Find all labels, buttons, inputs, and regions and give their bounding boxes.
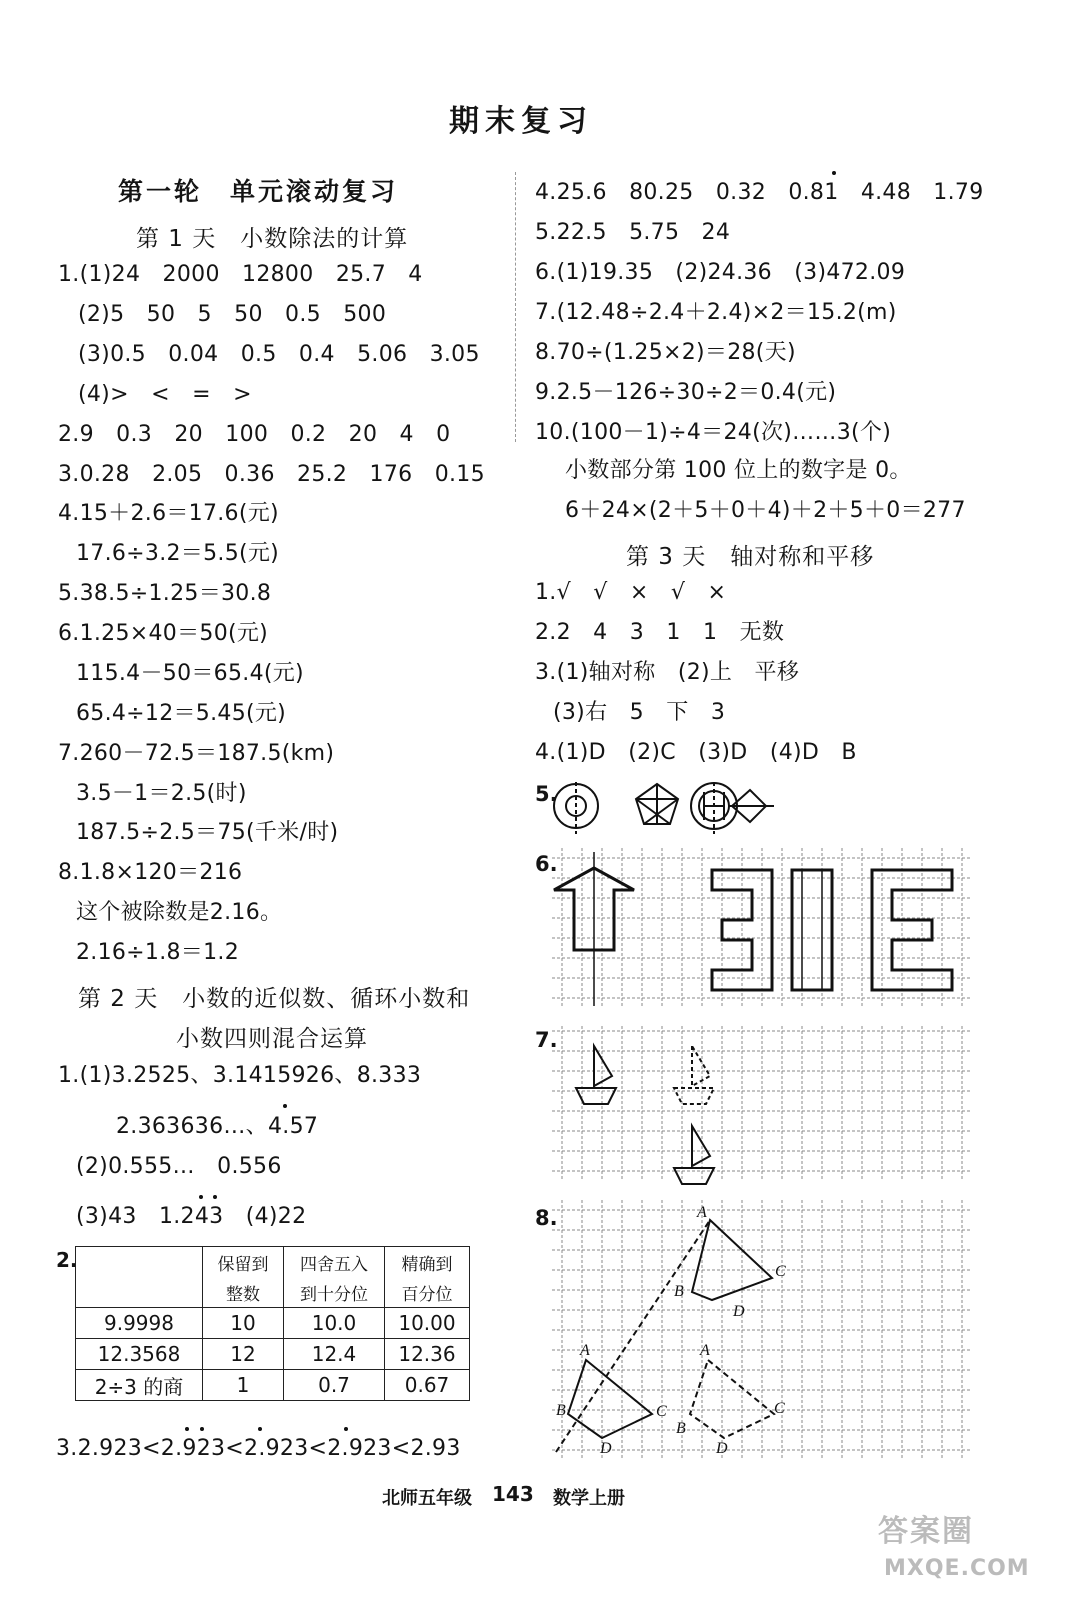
- answer-line: (3)43 1.243 (4)22: [76, 1204, 307, 1229]
- point-label: A: [697, 1204, 707, 1221]
- answer-line: 5.38.5÷1.25＝30.8: [58, 581, 272, 606]
- answer-line: 9.2.5－126÷30÷2＝0.4(元): [535, 380, 837, 405]
- answer-line: 4.15＋2.6＝17.6(元): [58, 501, 279, 526]
- section-title: 第一轮 单元滚动复习: [118, 177, 399, 206]
- answer-line: 3.0.28 2.05 0.36 25.2 176 0.15: [58, 462, 485, 487]
- question-label: 8.: [535, 1206, 558, 1230]
- point-label: B: [674, 1283, 684, 1300]
- answer-line: 3.(1)轴对称 (2)上 平移: [535, 660, 800, 685]
- table-header-cell: 到十分位: [284, 1277, 385, 1308]
- table-header-cell: 精确到: [385, 1247, 470, 1278]
- point-label: D: [716, 1440, 728, 1457]
- answer-line: 2.2 4 3 1 1 无数: [535, 620, 785, 645]
- point-label: A: [580, 1342, 590, 1359]
- repeating-dot: [185, 1427, 189, 1431]
- table-cell: 0.67: [385, 1370, 470, 1401]
- question-label: 6.: [535, 852, 558, 876]
- watermark-url: MXQE.COM: [884, 1556, 1030, 1581]
- table-cell: 12.3568: [76, 1339, 203, 1370]
- answer-line: 小数部分第 100 位上的数字是 0。: [565, 458, 912, 483]
- day2-heading: 第 2 天 小数的近似数、循环小数和: [78, 986, 471, 1012]
- answer-line: 这个被除数是2.16。: [76, 900, 283, 925]
- q7-grid-figure: [552, 1026, 982, 1186]
- answer-line: 4.25.6 80.25 0.32 0.81 4.48 1.79: [535, 180, 984, 205]
- answer-line: 7.(12.48÷2.4＋2.4)×2＝15.2(m): [535, 300, 897, 325]
- table-header-cell: 保留到: [203, 1247, 284, 1278]
- point-label: B: [556, 1402, 566, 1419]
- answer-line: 1.√ √ × √ ×: [535, 580, 727, 605]
- answer-line: (3)右 5 下 3: [553, 700, 726, 725]
- page-title: 期末复习: [449, 104, 593, 139]
- answer-line: 1.(1)3.2525、3.1415926、8.333: [58, 1063, 422, 1088]
- point-label: D: [600, 1440, 612, 1457]
- day1-heading: 第 1 天 小数除法的计算: [136, 226, 409, 252]
- day3-heading: 第 3 天 轴对称和平移: [626, 544, 875, 570]
- point-label: D: [733, 1303, 745, 1320]
- answer-line: 4.(1)D (2)C (3)D (4)D B: [535, 740, 857, 765]
- repeating-dot: [199, 1195, 203, 1199]
- answer-line: 2.16÷1.8＝1.2: [76, 940, 239, 965]
- table-cell: 2÷3 的商: [76, 1370, 203, 1401]
- answer-line: 10.(100－1)÷4＝24(次)……3(个): [535, 420, 892, 445]
- point-label: A: [700, 1342, 710, 1359]
- point-label: B: [676, 1420, 686, 1437]
- repeating-dot: [258, 1427, 262, 1431]
- answer-line: 2.363636…、4.57: [116, 1114, 319, 1139]
- answer-line: 3.2.923<2.923<2.923<2.923<2.93: [56, 1436, 461, 1461]
- point-label: C: [656, 1403, 667, 1420]
- answer-line: 115.4－50＝65.4(元): [76, 661, 304, 686]
- table-cell: 12.36: [385, 1339, 470, 1370]
- question-label: 5.: [535, 782, 558, 806]
- answer-line: (2)5 50 5 50 0.5 500: [78, 302, 387, 327]
- day2-heading-cont: 小数四则混合运算: [176, 1026, 368, 1052]
- table-cell: 10: [203, 1308, 284, 1339]
- table-header-cell: 百分位: [385, 1277, 470, 1308]
- table-header-row: [76, 1247, 470, 1278]
- answer-line: (2)0.555… 0.556: [76, 1154, 282, 1179]
- question-label: 2.: [56, 1248, 78, 1272]
- answer-line: 8.70÷(1.25×2)＝28(天): [535, 340, 796, 365]
- column-divider: [515, 172, 516, 442]
- page-number: 143: [492, 1482, 534, 1506]
- answer-line: 6＋24×(2＋5＋0＋4)＋2＋5＋0＝277: [565, 498, 966, 523]
- rounding-table: [75, 1246, 470, 1401]
- table-row: [76, 1308, 470, 1339]
- answer-line: 1.(1)24 2000 12800 25.7 4: [58, 262, 423, 287]
- q8-grid-figure: [552, 1200, 982, 1465]
- repeating-dot: [213, 1195, 217, 1199]
- answer-line: 187.5÷2.5＝75(千米/时): [76, 820, 339, 845]
- repeating-dot: [832, 171, 836, 175]
- answer-line: 7.260－72.5＝187.5(km): [58, 741, 335, 766]
- table-cell: 10.00: [385, 1308, 470, 1339]
- answer-line: (4)> < = >: [78, 382, 252, 407]
- repeating-dot: [344, 1427, 348, 1431]
- answer-line: (3)0.5 0.04 0.5 0.4 5.06 3.05: [78, 342, 480, 367]
- answer-line: 6.(1)19.35 (2)24.36 (3)472.09: [535, 260, 906, 285]
- answer-line: 2.9 0.3 20 100 0.2 20 4 0: [58, 422, 451, 447]
- q5-figures: [550, 780, 790, 836]
- table-row: [76, 1370, 470, 1401]
- question-label: 7.: [535, 1028, 558, 1052]
- answer-line: 3.5－1＝2.5(时): [76, 781, 247, 806]
- q6-grid-figure: [552, 848, 982, 1013]
- answer-line: 6.1.25×40＝50(元): [58, 621, 269, 646]
- answer-line: 17.6÷3.2＝5.5(元): [76, 541, 280, 566]
- repeating-dot: [283, 1104, 287, 1108]
- answer-line: 8.1.8×120＝216: [58, 860, 243, 885]
- table-cell: 0.7: [284, 1370, 385, 1401]
- table-header-cell: [76, 1247, 203, 1308]
- point-label: C: [774, 1400, 785, 1417]
- footer-subject: 数学上册: [553, 1488, 625, 1509]
- table-cell: 1: [203, 1370, 284, 1401]
- table-header-cell: 整数: [203, 1277, 284, 1308]
- repeating-dot: [200, 1427, 204, 1431]
- answer-line: 5.22.5 5.75 24: [535, 220, 731, 245]
- answer-line: 65.4÷12＝5.45(元): [76, 701, 287, 726]
- table-cell: 12.4: [284, 1339, 385, 1370]
- footer-grade: 北师五年级: [382, 1488, 472, 1509]
- table-row: [76, 1339, 470, 1370]
- table-cell: 10.0: [284, 1308, 385, 1339]
- watermark-logo: 答案圈: [878, 1514, 974, 1549]
- point-label: C: [775, 1263, 786, 1280]
- table-header-cell: 四舍五入: [284, 1247, 385, 1278]
- table-cell: 12: [203, 1339, 284, 1370]
- table-cell: 9.9998: [76, 1308, 203, 1339]
